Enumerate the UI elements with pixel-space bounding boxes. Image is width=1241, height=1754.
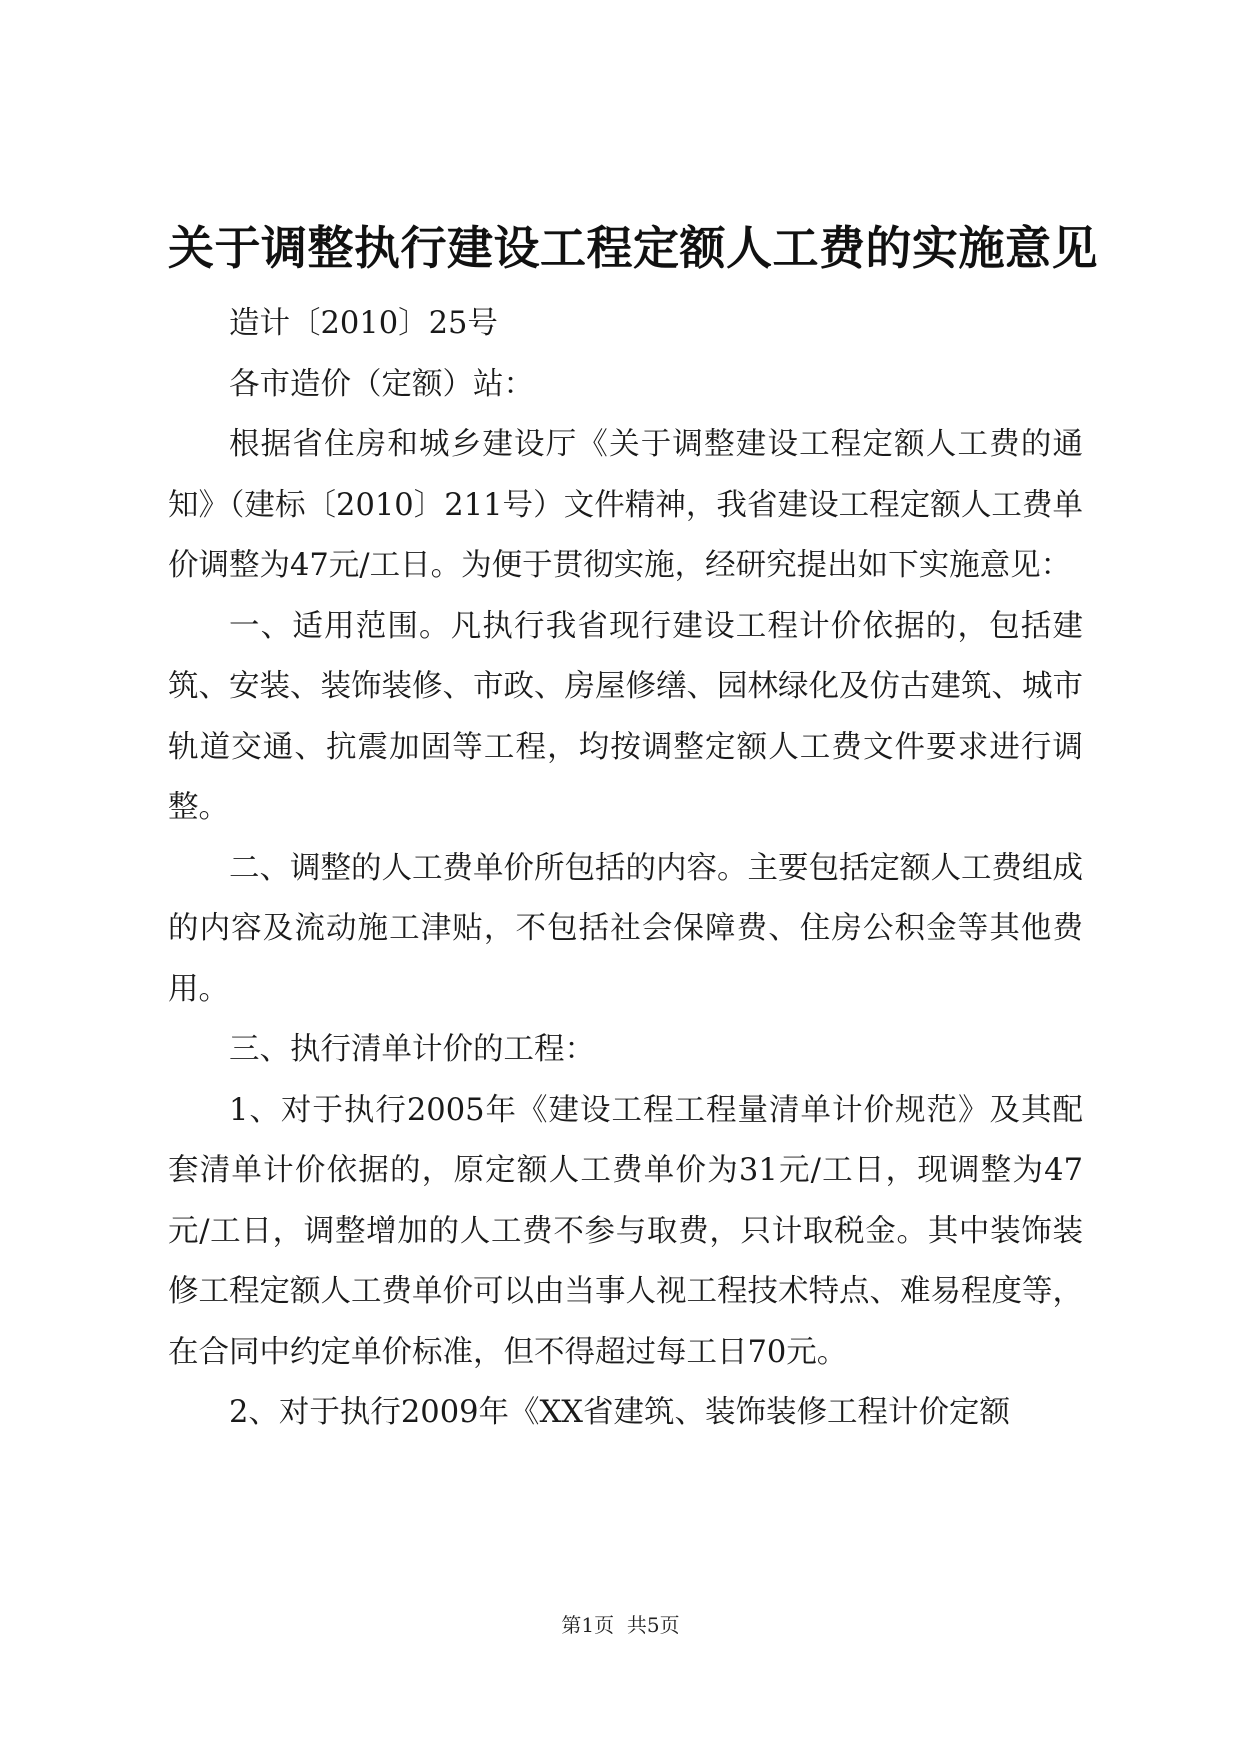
document-body bbox=[168, 294, 1083, 1444]
paragraph-item-1: 1、对于执行2005年《建设工程工程量清单计价规范》及其配套清单计价依据的，原定额人工费单价为31元/工日，现调整为47元/工日，调整增加的人工费不参与取费，只计取税金。其中装饰装修工程定额人工费单价可以由当事人视工程技术特点、难易程度等，在合同中约定单价标准，但不得超过每工日70元。 bbox=[168, 1092, 1083, 1370]
paragraph-content: 二、调整的人工费单价所包括的内容。主要包括定额人工费组成的内容及流动施工津贴，不包括社会保障费、住房公积金等其他费用。 bbox=[168, 850, 1083, 1007]
paragraph-bill-pricing: 三、执行清单计价的工程： bbox=[229, 1032, 595, 1067]
page-number: 第1页 共5页 bbox=[561, 1613, 680, 1637]
salutation: 各市造价（定额）站： bbox=[229, 366, 534, 402]
page-footer bbox=[0, 1611, 1241, 1639]
paragraph-item-2: 2、对于执行2009年《XX省建筑、装饰装修工程计价定额 bbox=[229, 1395, 1010, 1430]
document-title: 关于调整执行建设工程定额人工费的实施意见 bbox=[168, 221, 1098, 275]
document-number: 造计〔2010〕25号 bbox=[229, 306, 498, 341]
paragraph-basis: 根据省住房和城乡建设厅《关于调整建设工程定额人工费的通知》（建标〔2010〕211号）文件精神，我省建设工程定额人工费单价调整为47元/工日。为便于贯彻实施，经研究提出如下实施意见： bbox=[168, 427, 1083, 583]
paragraph-scope: 一、适用范围。凡执行我省现行建设工程计价依据的，包括建筑、安装、装饰装修、市政、房屋修缮、园林绿化及仿古建筑、城市轨道交通、抗震加固等工程，均按调整定额人工费文件要求进行调整。 bbox=[168, 608, 1083, 825]
